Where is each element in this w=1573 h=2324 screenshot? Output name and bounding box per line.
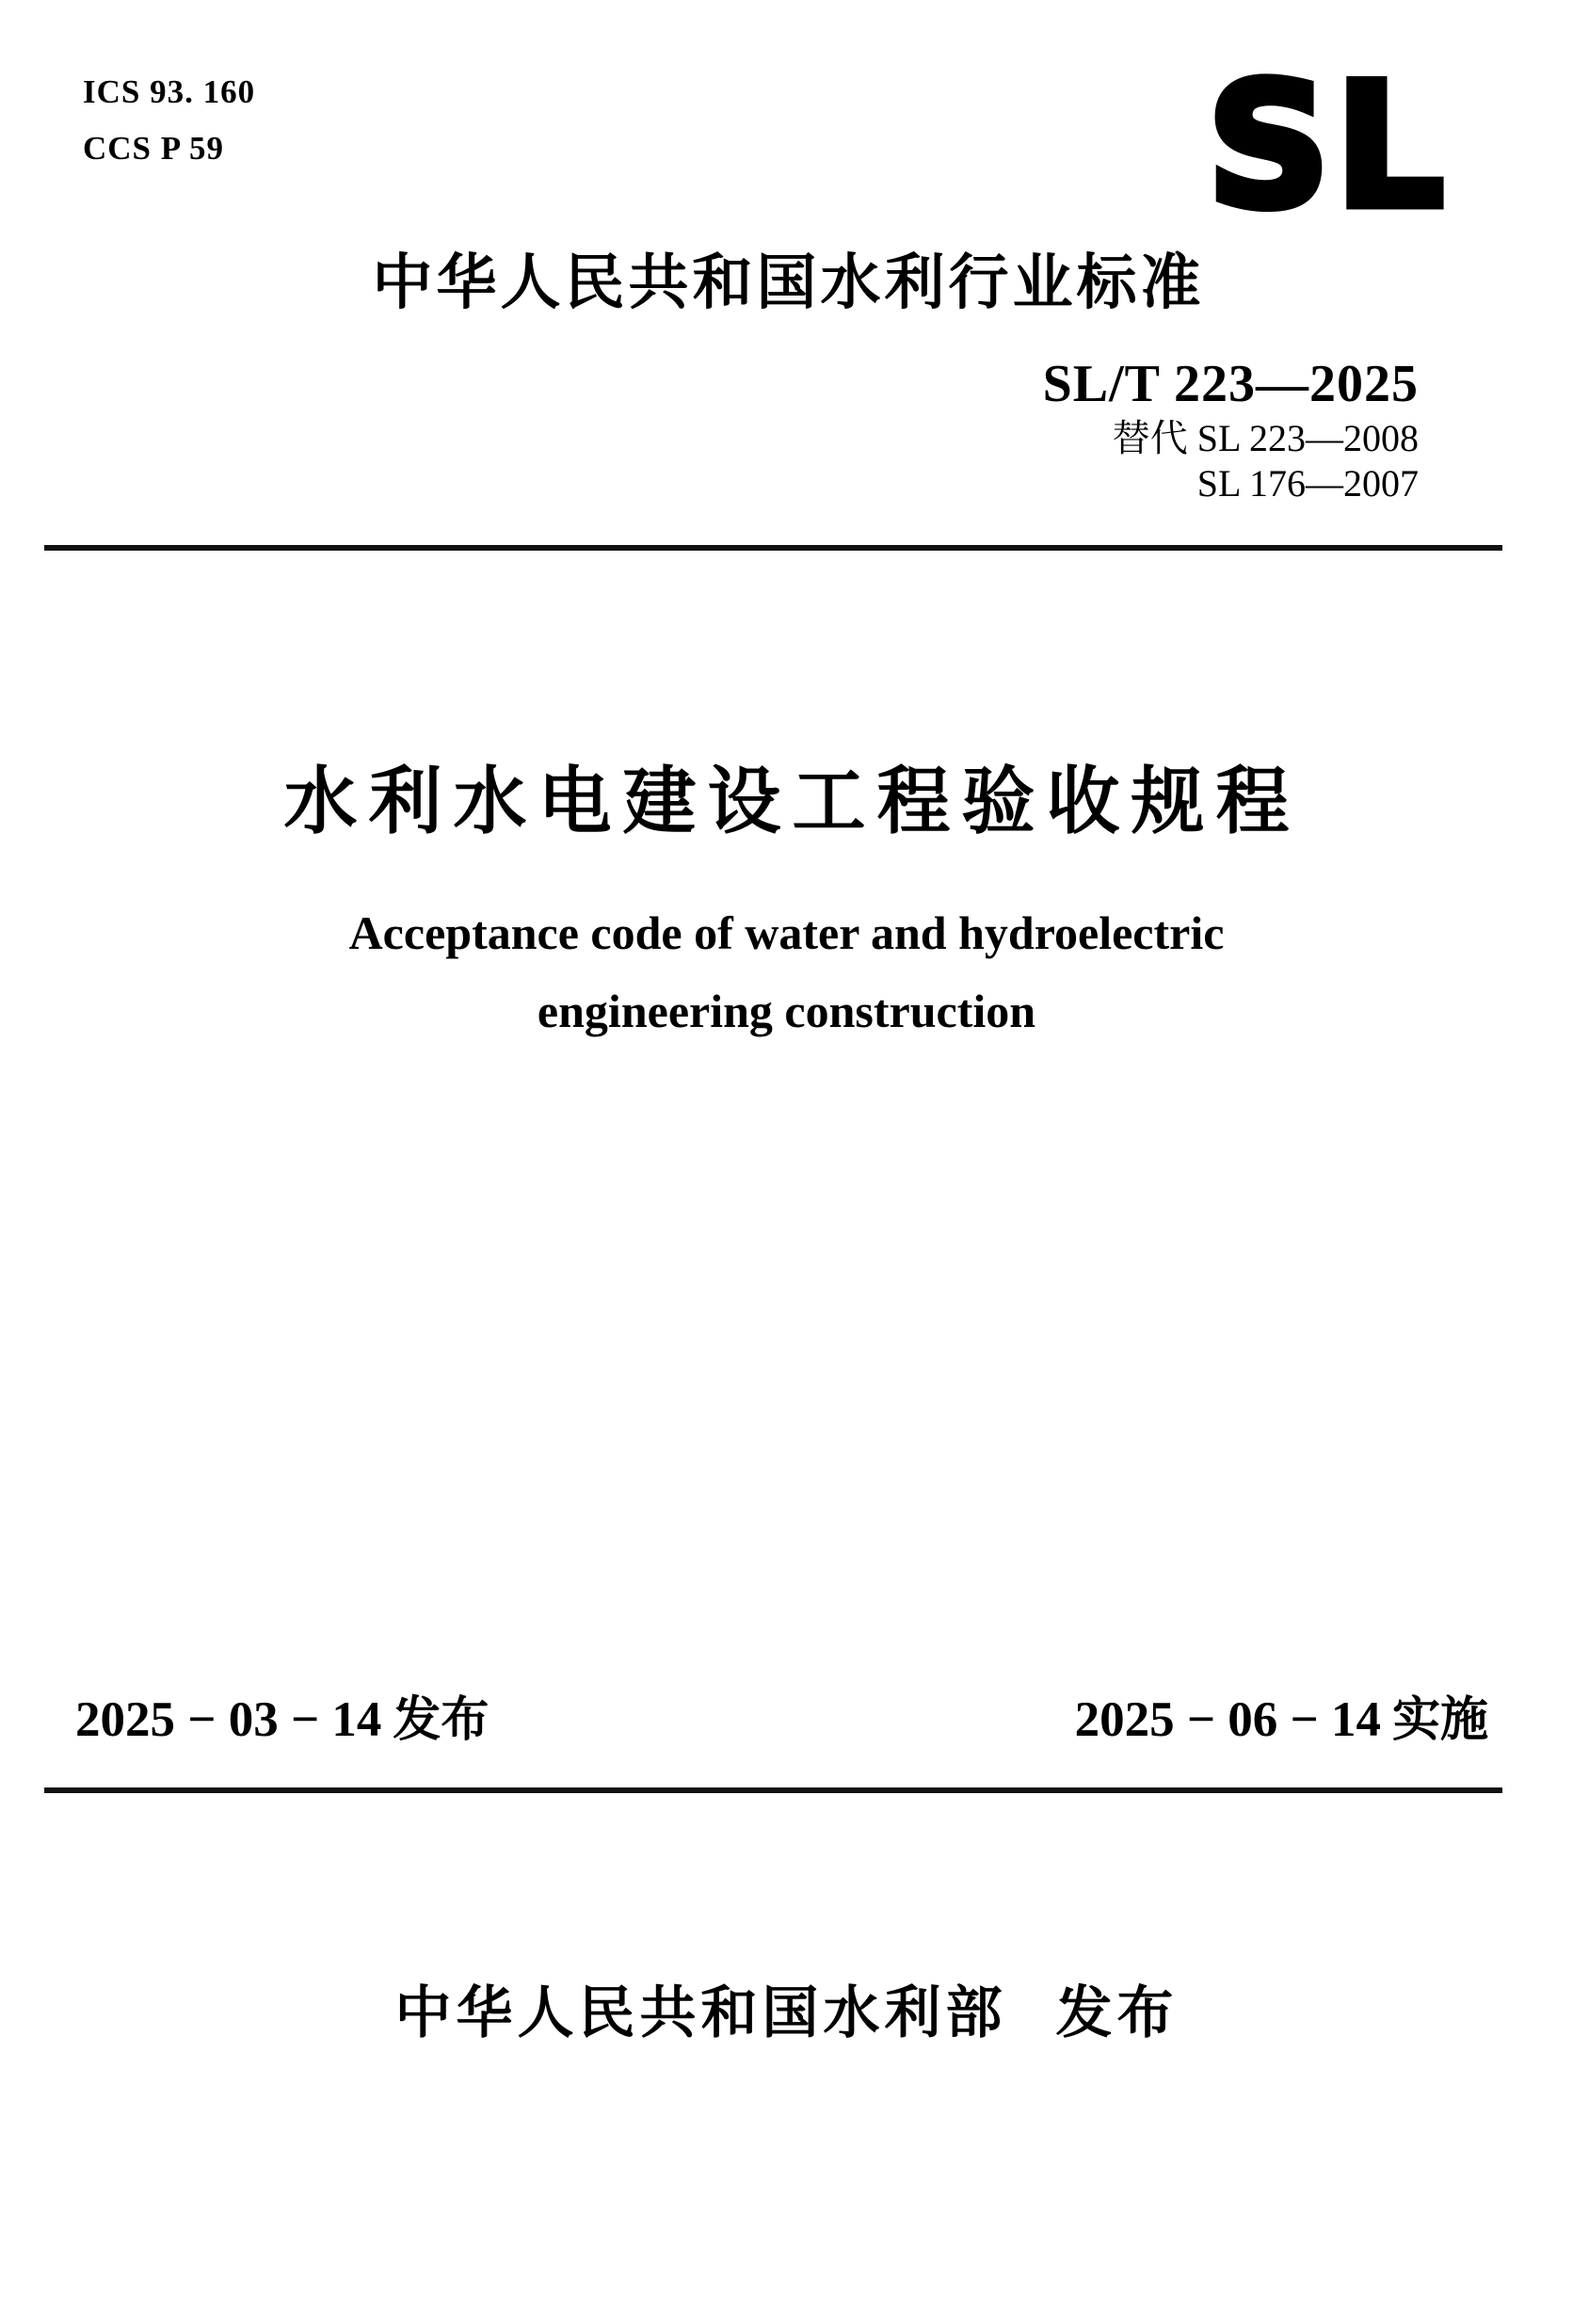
publisher-name: 中华人民共和国水利部 [394, 1980, 1007, 2046]
ics-code: ICS 93. 160 [83, 73, 256, 110]
implement-date-value: 2025 − 06 − 14 [1074, 1692, 1381, 1747]
title-english-line2: engineering construction [537, 985, 1036, 1037]
divider-top [44, 545, 1502, 551]
ccs-code: CCS P 59 [83, 130, 224, 167]
title-chinese: 水利水电建设工程验收规程 [283, 760, 1301, 844]
standard-number: SL/T 223—2025 [1042, 355, 1419, 413]
publisher-label: 发布 [1055, 1980, 1179, 2046]
publisher-line [0, 1982, 1573, 2044]
superseded-standard-2: SL 176—2007 [1196, 462, 1419, 505]
issue-date-value: 2025 − 03 − 14 [75, 1692, 382, 1747]
implement-date-label: 实施 [1391, 1692, 1488, 1748]
standard-class-heading: 中华人民共和国水利行业标准 [372, 248, 1205, 318]
superseded-standard-1: 替代 SL 223—2008 [1112, 417, 1419, 459]
issue-date-label: 发布 [393, 1692, 490, 1748]
implement-date-line [1074, 1692, 1488, 1748]
divider-bottom [44, 1787, 1502, 1793]
title-english-line1: Acceptance code of water and hydroelectric [348, 906, 1225, 959]
issue-date-line [75, 1692, 490, 1748]
sl-logo: SL [1207, 46, 1450, 246]
